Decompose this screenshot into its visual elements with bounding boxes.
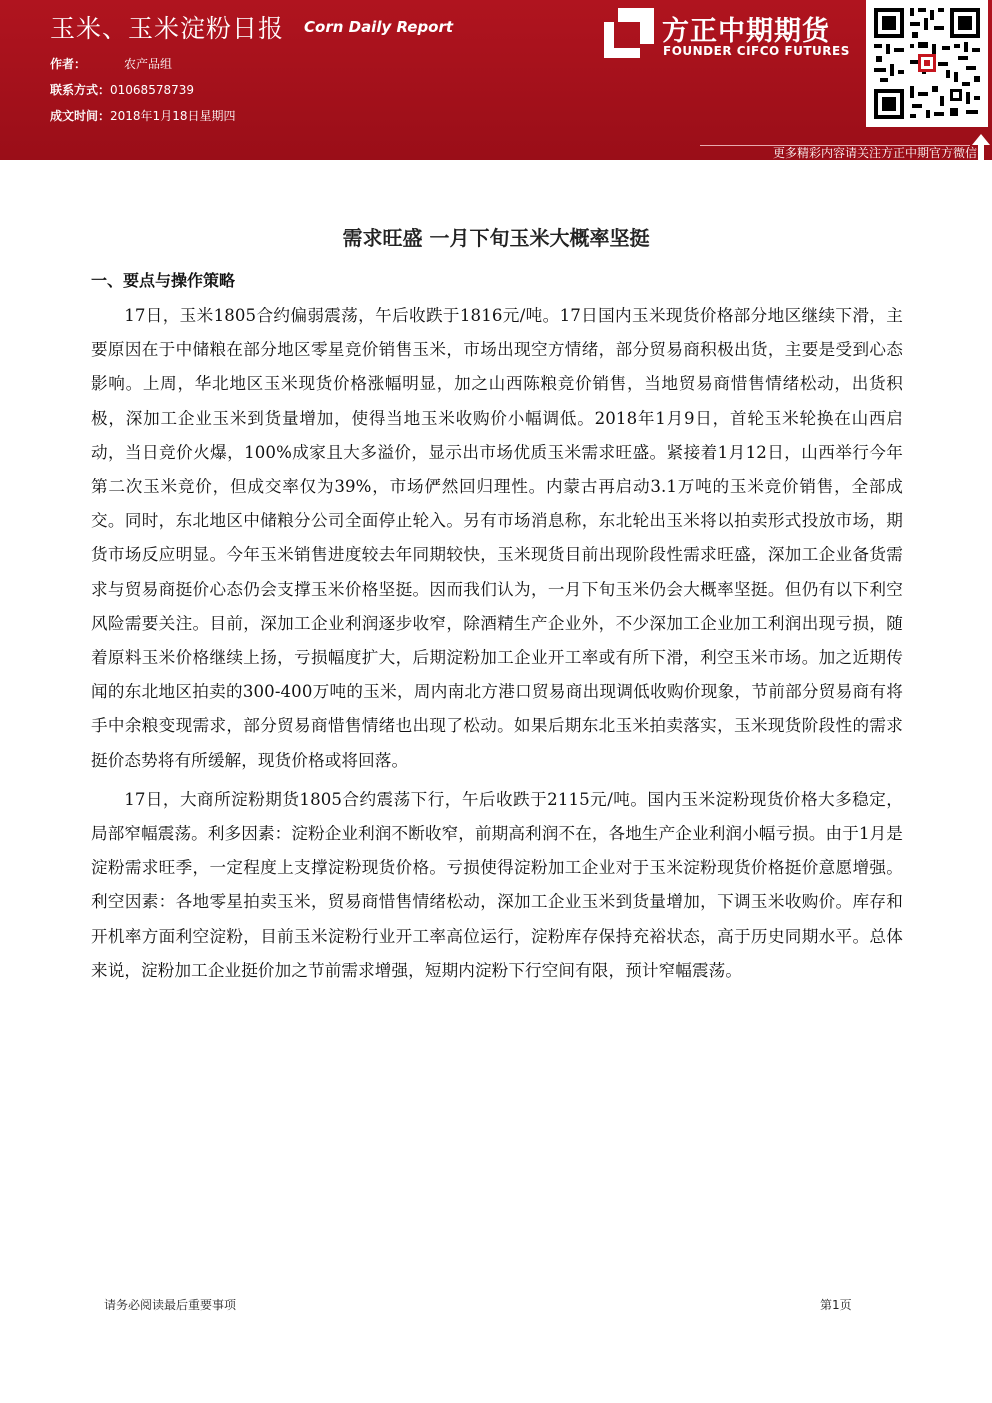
- footer-notice: 请务必阅读最后重要事项: [104, 1298, 237, 1312]
- up-arrow-icon: [972, 134, 990, 160]
- author-label: 作者：: [50, 57, 87, 71]
- logo-chinese-name: 方正中期期货: [662, 16, 830, 47]
- contact-label: 联系方式：: [50, 83, 111, 97]
- report-title: 玉米、玉米淀粉日报: [50, 14, 285, 43]
- logo-english-name: FOUNDER CIFCO FUTURES: [663, 44, 850, 58]
- report-subtitle: Corn Daily Report: [304, 18, 454, 36]
- section-heading: 一、要点与操作策略: [91, 271, 236, 290]
- article-title: 需求旺盛 一月下旬玉米大概率坚挺: [342, 226, 650, 250]
- date-value: 2018年1月18日星期四: [110, 109, 236, 123]
- qr-code-icon[interactable]: [866, 0, 988, 127]
- author-row: [50, 55, 172, 72]
- date-row: [50, 107, 235, 124]
- article-body: [91, 299, 903, 993]
- paragraph-corn: 17日，玉米1805合约偏弱震荡，午后收跌于1816元/吨。17日国内玉米现货价格部分地区继续下滑，主要原因在于中储粮在部分地区零星竞价销售玉米，市场出现空方情绪，部分贸易商积极出货，主要是受到心态影响。上周，华北地区玉米现货价格涨幅明显，加之山西陈粮竞价销售，当地贸易商惜售情绪松动，出货积极，深加工企业玉米到货量增加，使得当地玉米收购价小幅调低。2018年1月9日，首轮玉米轮换在山西启动，当日竞价火爆，100%成家且大多溢价，显示出市场优质玉米需求旺盛。紧接着1月12日，山西举行今年第二次玉米竞价，但成交率仅为39%，市场俨然回归理性。内蒙古再启动3.1万吨的玉米竞价销售，全部成交。同时，东北地区中储粮分公司全面停止轮入。另有市场消息称，东北轮出玉米将以拍卖形式投放市场，期货市场反应明显。今年玉米销售进度较去年同期较快，玉米现货目前出现阶段性需求旺盛，深加工企业备货需求与贸易商挺价心态仍会支撑玉米价格坚挺。因而我们认为，一月下旬玉米仍会大概率坚挺。但仍有以下利空风险需要关注。目前，深加工企业利润逐步收窄，除酒精生产企业外，不少深加工企业加工利润出现亏损，随着原料玉米价格继续上扬，亏损幅度扩大，后期淀粉加工企业开工率或有所下滑，利空玉米市场。加之近期传闻的东北地区拍卖的300-400万吨的玉米，周内南北方港口贸易商出现调低收购价现象，节前部分贸易商有将手中余粮变现需求，部分贸易商惜售情绪也出现了松动。如果后期东北玉米拍卖落实，玉米现货阶段性的需求挺价态势将有所缓解，现货价格或将回落。: [91, 306, 903, 770]
- follow-wechat-text: 更多精彩内容请关注方正中期官方微信: [772, 146, 977, 160]
- author-value: 农产品组: [124, 57, 173, 71]
- page-number: 第1页: [820, 1298, 852, 1312]
- founder-logo-icon: [604, 8, 654, 58]
- date-label: 成文时间：: [50, 109, 111, 123]
- contact-value: 01068578739: [110, 83, 194, 97]
- company-logo: [604, 8, 864, 68]
- contact-row: [50, 81, 194, 98]
- report-header-banner: [0, 0, 992, 160]
- paragraph-starch: 17日，大商所淀粉期货1805合约震荡下行，午后收跌于2115元/吨。国内玉米淀粉现货价格大多稳定，局部窄幅震荡。利多因素：淀粉企业利润不断收窄，前期高利润不在，各地生产企业利润小幅亏损。由于1月是淀粉需求旺季，一定程度上支撑淀粉现货价格。亏损使得淀粉加工企业对于玉米淀粉现货价格挺价意愿增强。利空因素：各地零星拍卖玉米，贸易商惜售情绪松动，深加工企业玉米到货量增加，下调玉米收购价。库存和开机率方面利空淀粉，目前玉米淀粉行业开工率高位运行，淀粉库存保持充裕状态，高于历史同期水平。总体来说，淀粉加工企业挺价加之节前需求增强，短期内淀粉下行空间有限，预计窄幅震荡。: [91, 789, 903, 980]
